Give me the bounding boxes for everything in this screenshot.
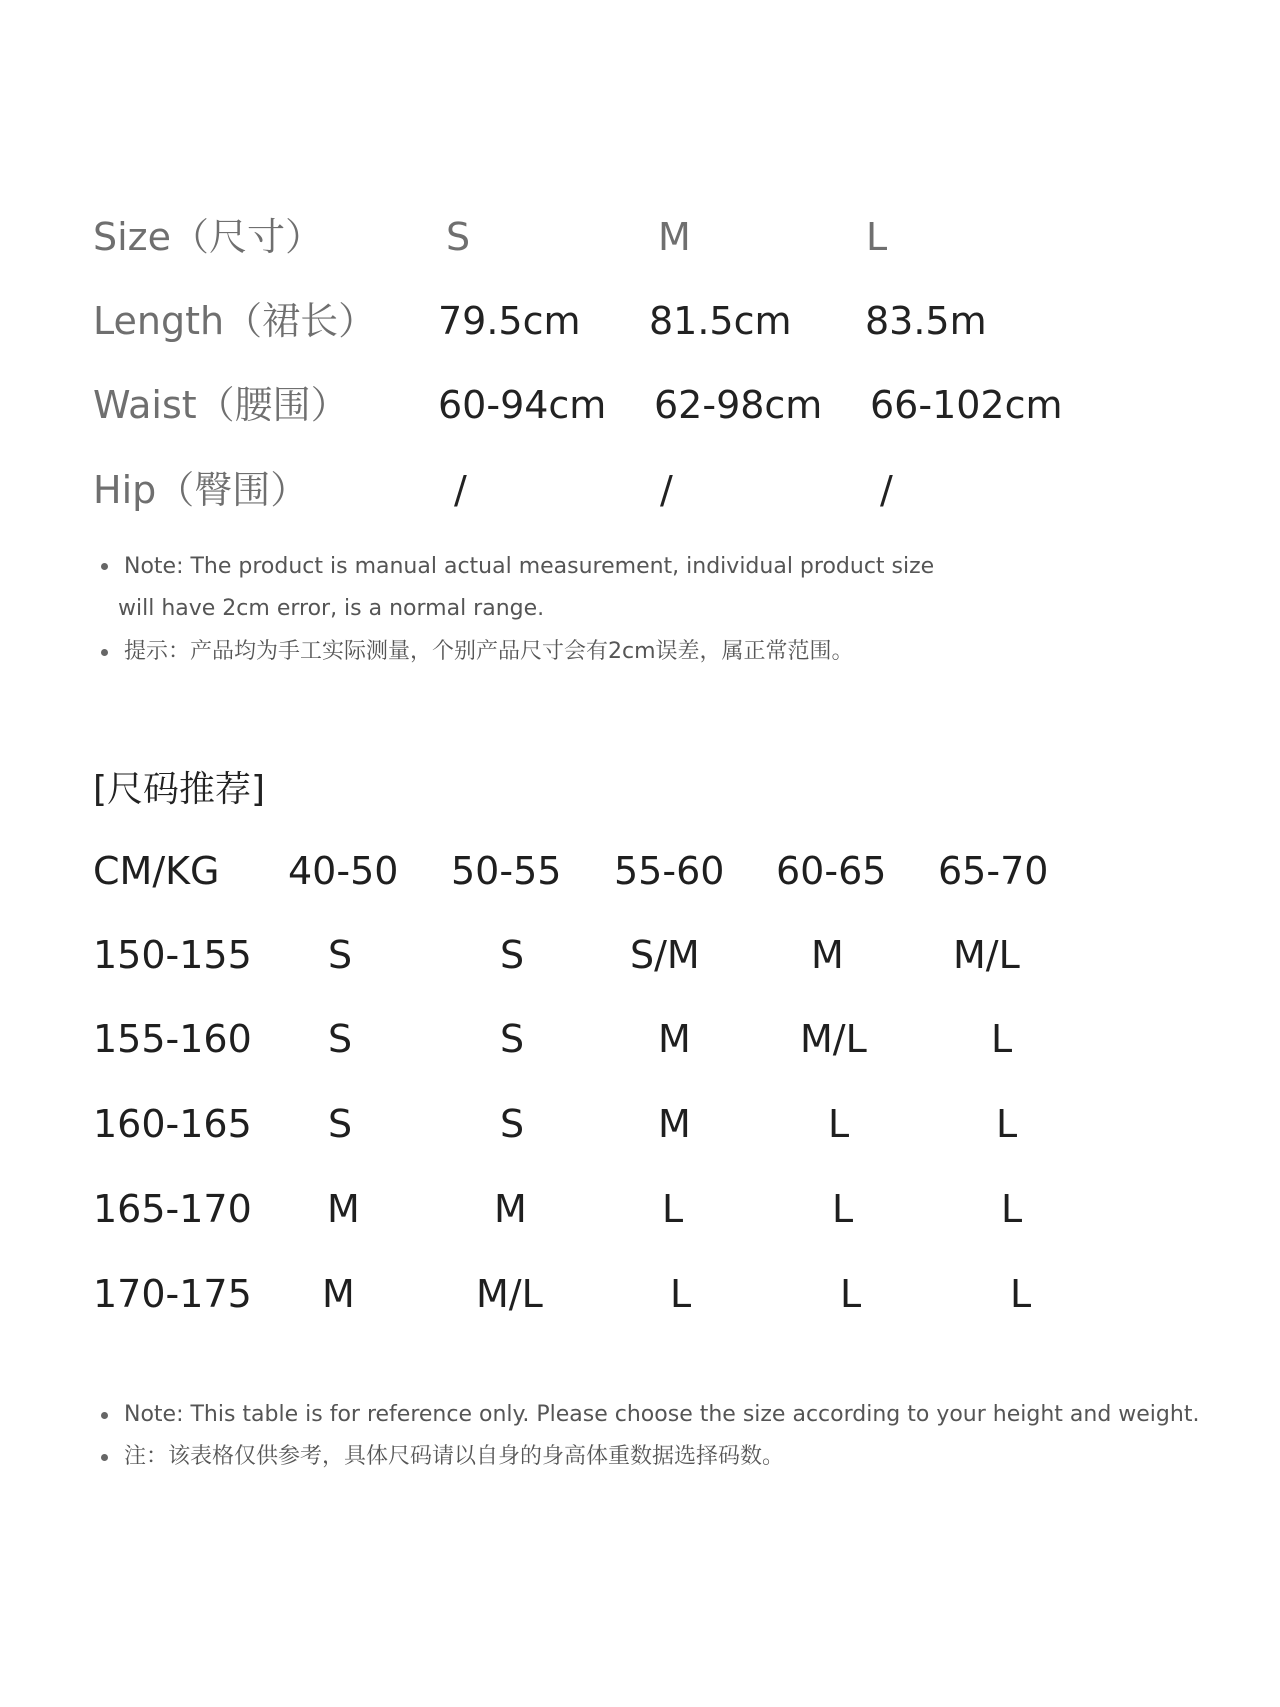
- rec-weight-header: 50-55: [451, 849, 562, 893]
- rec-cell: L: [1001, 1187, 1023, 1231]
- spec-header-size-l: L: [866, 215, 888, 259]
- rec-cell: L: [670, 1272, 692, 1316]
- rec-cell: L: [840, 1272, 862, 1316]
- spec-note-en-line1: Note: The product is manual actual measurement, individual product size: [124, 554, 935, 579]
- rec-cell: L: [832, 1187, 854, 1231]
- rec-cell: S: [500, 1102, 525, 1146]
- rec-height-label: 170-175: [93, 1272, 252, 1316]
- spec-row-label-hip: Hip（臀围）: [93, 468, 309, 512]
- rec-cell: M: [658, 1102, 691, 1146]
- spec-header-label: Size（尺寸）: [93, 215, 324, 259]
- rec-cell: S: [500, 933, 525, 977]
- rec-cell: M: [811, 933, 844, 977]
- rec-cell: M: [322, 1272, 355, 1316]
- recommendation-title: [尺码推荐]: [93, 769, 266, 810]
- rec-cell: S: [500, 1017, 525, 1061]
- rec-height-label: 160-165: [93, 1102, 252, 1146]
- rec-cell: S/M: [630, 933, 700, 977]
- rec-cell: M: [494, 1187, 527, 1231]
- spec-cell: 66-102cm: [870, 383, 1063, 427]
- bullet-dot-icon: [101, 563, 108, 570]
- rec-cell: L: [662, 1187, 684, 1231]
- rec-cell: L: [828, 1102, 850, 1146]
- spec-header-size-m: M: [658, 215, 691, 259]
- rec-weight-header: 40-50: [288, 849, 399, 893]
- rec-weight-header: 65-70: [938, 849, 1049, 893]
- spec-cell: 79.5cm: [438, 299, 581, 343]
- bullet-dot-icon: [101, 1454, 108, 1461]
- rec-note-cn: 注：该表格仅供参考，具体尺码请以自身的身高体重数据选择码数。: [124, 1444, 785, 1469]
- spec-cell: /: [880, 468, 893, 512]
- spec-cell: /: [454, 468, 467, 512]
- spec-cell: 60-94cm: [438, 383, 607, 427]
- rec-cell: S: [328, 1017, 353, 1061]
- spec-note-en-line2: will have 2cm error, is a normal range.: [118, 596, 545, 621]
- rec-cell: M: [327, 1187, 360, 1231]
- spec-cell: 81.5cm: [649, 299, 792, 343]
- spec-cell: 62-98cm: [654, 383, 823, 427]
- spec-note-cn: 提示：产品均为手工实际测量，个别产品尺寸会有2cm误差，属正常范围。: [124, 639, 854, 664]
- rec-cell: M/L: [953, 933, 1020, 977]
- rec-height-label: 165-170: [93, 1187, 252, 1231]
- rec-cell: L: [996, 1102, 1018, 1146]
- bullet-dot-icon: [101, 649, 108, 656]
- rec-height-label: 155-160: [93, 1017, 252, 1061]
- rec-cell: S: [328, 1102, 353, 1146]
- bullet-dot-icon: [101, 1412, 108, 1419]
- spec-row-label-waist: Waist（腰围）: [93, 383, 349, 427]
- rec-cell: M: [658, 1017, 691, 1061]
- rec-cell: M/L: [800, 1017, 867, 1061]
- rec-corner-label: CM/KG: [93, 849, 220, 893]
- spec-cell: 83.5m: [865, 299, 987, 343]
- rec-weight-header: 60-65: [776, 849, 887, 893]
- rec-weight-header: 55-60: [614, 849, 725, 893]
- rec-height-label: 150-155: [93, 933, 252, 977]
- rec-cell: S: [328, 933, 353, 977]
- spec-cell: /: [660, 468, 673, 512]
- rec-cell: M/L: [476, 1272, 543, 1316]
- spec-header-size-s: S: [446, 215, 471, 259]
- rec-cell: L: [1010, 1272, 1032, 1316]
- spec-row-label-length: Length（裙长）: [93, 299, 377, 343]
- rec-cell: L: [991, 1017, 1013, 1061]
- rec-note-en: Note: This table is for reference only. Please choose the size according to your height and weight.: [124, 1402, 1200, 1427]
